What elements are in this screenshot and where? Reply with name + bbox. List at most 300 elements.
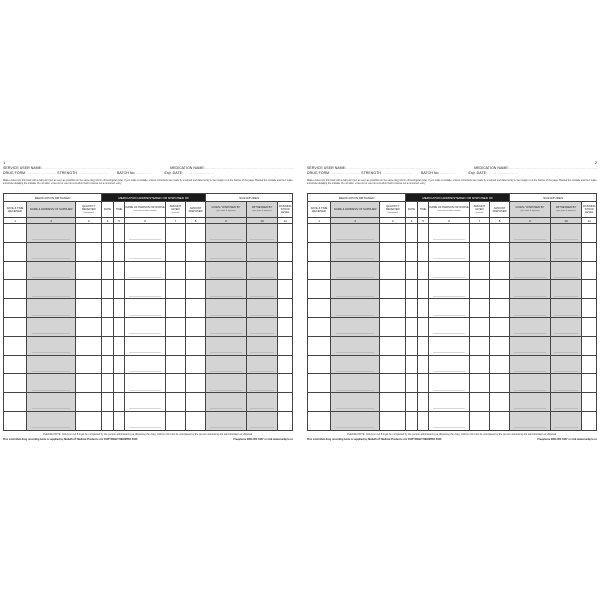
entry-cell[interactable] <box>308 224 331 243</box>
entry-cell[interactable] <box>429 299 469 318</box>
entry-cell[interactable] <box>76 317 102 336</box>
entry-cell[interactable] <box>582 355 597 374</box>
entry-cell[interactable] <box>278 299 293 318</box>
entry-cell[interactable] <box>429 374 469 393</box>
entry-cell[interactable] <box>490 317 510 336</box>
entry-cell[interactable] <box>206 336 246 355</box>
entry-cell[interactable] <box>4 299 27 318</box>
entry-cell[interactable] <box>469 242 489 261</box>
register-table <box>307 193 597 431</box>
entry-cell[interactable] <box>331 224 380 243</box>
entry-cell[interactable] <box>4 317 27 336</box>
column-number-1: 1 <box>308 218 331 224</box>
entry-cell[interactable] <box>4 280 27 299</box>
entry-cell[interactable] <box>406 224 418 243</box>
entry-cell[interactable] <box>406 374 418 393</box>
entry-cell[interactable] <box>246 374 278 393</box>
entry-cell[interactable] <box>406 280 418 299</box>
entry-cell[interactable] <box>331 261 380 280</box>
entry-cell[interactable] <box>102 224 114 243</box>
entry-cell[interactable] <box>27 299 76 318</box>
batch-field[interactable]: .............. <box>134 171 152 176</box>
column-label: NAME OF PERSON OR NURSE <box>125 206 165 209</box>
entry-cell[interactable] <box>76 393 102 412</box>
entry-cell[interactable] <box>490 336 510 355</box>
entry-cell[interactable] <box>278 280 293 299</box>
entry-cell[interactable] <box>308 393 331 412</box>
entry-cell[interactable] <box>550 411 582 430</box>
entry-cell[interactable] <box>331 393 380 412</box>
column-number-9: 9 <box>206 218 246 224</box>
entry-cell[interactable] <box>406 242 418 261</box>
entry-cell[interactable] <box>278 336 293 355</box>
entry-cell[interactable] <box>4 355 27 374</box>
entry-cell[interactable] <box>206 261 246 280</box>
entry-cell[interactable] <box>550 374 582 393</box>
entry-cell[interactable] <box>429 224 469 243</box>
entry-cell[interactable] <box>429 317 469 336</box>
column-label: DATE & TIME RECEIVED <box>6 206 24 213</box>
group-signatures: SIGNATURES <box>206 194 293 202</box>
entry-cell[interactable] <box>76 280 102 299</box>
entry-cell[interactable] <box>76 224 102 243</box>
entry-cell[interactable] <box>102 299 114 318</box>
entry-cell[interactable] <box>308 261 331 280</box>
entry-cell[interactable] <box>510 261 550 280</box>
entry-cell[interactable] <box>102 336 114 355</box>
entry-cell[interactable] <box>27 261 76 280</box>
entry-cell[interactable] <box>331 299 380 318</box>
entry-cell[interactable] <box>550 224 582 243</box>
entry-cell[interactable] <box>406 336 418 355</box>
entry-cell[interactable] <box>125 224 165 243</box>
column-number-7: 7 <box>469 218 489 224</box>
header-fields <box>3 166 293 176</box>
entry-cell[interactable] <box>582 317 597 336</box>
entry-cell[interactable] <box>308 280 331 299</box>
entry-cell[interactable] <box>429 355 469 374</box>
footer-note: PLEASE NOTE: Columns 4 & 8 must be completed by the person administering or disposing the drug. Column 10 must be completed by the person witnessing the administration or disposal. <box>347 433 557 436</box>
entry-cell[interactable] <box>76 299 102 318</box>
entry-cell[interactable] <box>582 224 597 243</box>
drug-form-field[interactable]: .......................... <box>329 171 361 176</box>
entry-cell[interactable] <box>380 393 406 412</box>
medication-name-field[interactable]: ........................................................................... <box>204 166 295 170</box>
entry-cell[interactable] <box>246 355 278 374</box>
entry-cell[interactable] <box>165 411 185 430</box>
entry-cell[interactable] <box>510 411 550 430</box>
exp-date-field[interactable]: .......................... <box>486 171 519 176</box>
entry-cell[interactable] <box>582 411 597 430</box>
entry-cell[interactable] <box>102 393 114 412</box>
entry-cell[interactable] <box>113 336 125 355</box>
entry-cell[interactable] <box>27 336 76 355</box>
entry-cell[interactable] <box>165 224 185 243</box>
entry-cell[interactable] <box>510 336 550 355</box>
entry-cell[interactable] <box>27 242 76 261</box>
entry-cell[interactable] <box>380 355 406 374</box>
entry-cell[interactable] <box>102 317 114 336</box>
entry-cell[interactable] <box>113 355 125 374</box>
strength-label: STRENGTH <box>57 171 77 176</box>
entry-cell[interactable] <box>469 280 489 299</box>
drug-form-field[interactable]: .......................... <box>25 171 57 176</box>
entry-cell[interactable] <box>308 355 331 374</box>
entry-cell[interactable] <box>4 242 27 261</box>
entry-cell[interactable] <box>429 261 469 280</box>
entry-cell[interactable] <box>27 374 76 393</box>
column-note: (print name & signature) <box>556 210 576 212</box>
entry-cell[interactable] <box>125 355 165 374</box>
table-row <box>308 224 597 243</box>
entry-cell[interactable] <box>331 411 380 430</box>
entry-cell[interactable] <box>308 336 331 355</box>
entry-cell[interactable] <box>510 280 550 299</box>
entry-cell[interactable] <box>165 374 185 393</box>
entry-cell[interactable] <box>380 317 406 336</box>
entry-cell[interactable] <box>469 374 489 393</box>
entry-cell[interactable] <box>165 355 185 374</box>
column-header-6 <box>125 202 165 218</box>
entry-cell[interactable] <box>125 336 165 355</box>
entry-cell[interactable] <box>186 393 206 412</box>
exp-date-label: Exp. DATE: <box>468 171 487 176</box>
drug-form-label: DRUG FORM <box>307 171 330 176</box>
column-number-3: 3 <box>380 218 406 224</box>
entry-cell[interactable] <box>417 224 429 243</box>
entry-cell[interactable] <box>406 317 418 336</box>
entry-cell[interactable] <box>125 261 165 280</box>
entry-cell[interactable] <box>469 336 489 355</box>
entry-cell[interactable] <box>186 374 206 393</box>
entry-cell[interactable] <box>429 242 469 261</box>
entry-cell[interactable] <box>406 411 418 430</box>
entry-cell[interactable] <box>113 261 125 280</box>
entry-cell[interactable] <box>380 336 406 355</box>
entry-cell[interactable] <box>4 374 27 393</box>
column-header-5 <box>113 202 125 218</box>
entry-cell[interactable] <box>510 242 550 261</box>
entry-cell[interactable] <box>125 411 165 430</box>
entry-cell[interactable] <box>206 242 246 261</box>
entry-cell[interactable] <box>278 242 293 261</box>
entry-cell[interactable] <box>550 280 582 299</box>
column-number-6: 6 <box>125 218 165 224</box>
entry-cell[interactable] <box>186 261 206 280</box>
entry-cell[interactable] <box>165 299 185 318</box>
service-user-field[interactable]: ........................................................................... <box>42 166 132 170</box>
table-row <box>308 242 597 261</box>
entry-cell[interactable] <box>406 393 418 412</box>
entry-cell[interactable] <box>113 242 125 261</box>
column-header-3 <box>76 202 102 218</box>
entry-cell[interactable] <box>550 317 582 336</box>
entry-cell[interactable] <box>380 242 406 261</box>
entry-cell[interactable] <box>406 299 418 318</box>
entry-cell[interactable] <box>417 317 429 336</box>
entry-cell[interactable] <box>246 317 278 336</box>
entry-cell[interactable] <box>469 393 489 412</box>
entry-cell[interactable] <box>510 393 550 412</box>
entry-cell[interactable] <box>469 411 489 430</box>
column-header-7 <box>165 202 185 218</box>
entry-cell[interactable] <box>429 393 469 412</box>
entry-cell[interactable] <box>246 280 278 299</box>
entry-cell[interactable] <box>76 355 102 374</box>
entry-cell[interactable] <box>331 317 380 336</box>
entry-cell[interactable] <box>102 411 114 430</box>
entry-cell[interactable] <box>165 393 185 412</box>
entry-cell[interactable] <box>490 261 510 280</box>
column-label: DATE <box>408 208 415 211</box>
strength-field[interactable]: .......................... <box>380 171 413 176</box>
entry-cell[interactable] <box>308 411 331 430</box>
entry-cell[interactable] <box>429 336 469 355</box>
entry-cell[interactable] <box>550 355 582 374</box>
entry-cell[interactable] <box>582 374 597 393</box>
entry-cell[interactable] <box>582 280 597 299</box>
column-header-3 <box>380 202 406 218</box>
entry-cell[interactable] <box>76 242 102 261</box>
entry-cell[interactable] <box>102 355 114 374</box>
entry-cell[interactable] <box>76 411 102 430</box>
entry-cell[interactable] <box>331 242 380 261</box>
entry-cell[interactable] <box>380 280 406 299</box>
entry-cell[interactable] <box>308 317 331 336</box>
table-row <box>4 280 293 299</box>
entry-cell[interactable] <box>186 355 206 374</box>
entry-cell[interactable] <box>186 336 206 355</box>
right-page <box>307 157 597 443</box>
column-number-11: 11 <box>278 218 293 224</box>
entry-cell[interactable] <box>510 317 550 336</box>
entry-cell[interactable] <box>331 374 380 393</box>
entry-cell[interactable] <box>246 299 278 318</box>
entry-cell[interactable] <box>27 393 76 412</box>
entry-cell[interactable] <box>380 261 406 280</box>
entry-cell[interactable] <box>113 411 125 430</box>
entry-cell[interactable] <box>308 242 331 261</box>
entry-cell[interactable] <box>331 355 380 374</box>
medication-name-field[interactable]: ........................................................................... <box>508 166 599 170</box>
entry-cell[interactable] <box>429 280 469 299</box>
entry-cell[interactable] <box>113 317 125 336</box>
entry-cell[interactable] <box>206 280 246 299</box>
entry-cell[interactable] <box>206 393 246 412</box>
entry-cell[interactable] <box>582 242 597 261</box>
column-header-9 <box>510 202 550 218</box>
entry-cell[interactable] <box>186 411 206 430</box>
entry-cell[interactable] <box>469 261 489 280</box>
entry-cell[interactable] <box>490 224 510 243</box>
entry-cell[interactable] <box>76 261 102 280</box>
entry-cell[interactable] <box>246 393 278 412</box>
column-header-2 <box>27 202 76 218</box>
entry-cell[interactable] <box>582 299 597 318</box>
entry-cell[interactable] <box>550 299 582 318</box>
column-header-1 <box>4 202 27 218</box>
entry-cell[interactable] <box>278 411 293 430</box>
column-header-5 <box>417 202 429 218</box>
batch-field[interactable]: .............. <box>438 171 456 176</box>
column-label: RUNNING STOCK LEVEL <box>582 205 596 214</box>
entry-cell[interactable] <box>113 224 125 243</box>
entry-cell[interactable] <box>380 224 406 243</box>
entry-cell[interactable] <box>469 224 489 243</box>
entry-cell[interactable] <box>125 393 165 412</box>
entry-cell[interactable] <box>125 242 165 261</box>
entry-cell[interactable] <box>125 299 165 318</box>
entry-cell[interactable] <box>490 280 510 299</box>
entry-cell[interactable] <box>165 336 185 355</box>
entry-cell[interactable] <box>331 280 380 299</box>
table-row <box>308 280 597 299</box>
entry-cell[interactable] <box>186 280 206 299</box>
column-label: NAME & ADDRESS OF SUPPLIER <box>333 208 377 211</box>
table-row <box>308 411 597 430</box>
entry-cell[interactable] <box>186 242 206 261</box>
entry-cell[interactable] <box>165 242 185 261</box>
entry-cell[interactable] <box>406 355 418 374</box>
entry-cell[interactable] <box>278 317 293 336</box>
entry-cell[interactable] <box>469 355 489 374</box>
entry-cell[interactable] <box>206 317 246 336</box>
entry-cell[interactable] <box>429 411 469 430</box>
entry-cell[interactable] <box>76 374 102 393</box>
entry-cell[interactable] <box>278 261 293 280</box>
entry-cell[interactable] <box>380 411 406 430</box>
entry-cell[interactable] <box>331 336 380 355</box>
entry-cell[interactable] <box>125 280 165 299</box>
entry-cell[interactable] <box>582 393 597 412</box>
entry-cell[interactable] <box>417 374 429 393</box>
exp-date-field[interactable]: .......................... <box>182 171 215 176</box>
entry-cell[interactable] <box>278 374 293 393</box>
entry-cell[interactable] <box>246 411 278 430</box>
entry-cell[interactable] <box>417 280 429 299</box>
entry-cell[interactable] <box>510 374 550 393</box>
group-signatures: SIGNATURES <box>510 194 597 202</box>
entry-cell[interactable] <box>186 299 206 318</box>
entry-cell[interactable] <box>417 242 429 261</box>
entry-cell[interactable] <box>550 336 582 355</box>
entry-cell[interactable] <box>186 317 206 336</box>
entry-cell[interactable] <box>27 411 76 430</box>
entry-cell[interactable] <box>102 374 114 393</box>
entry-cell[interactable] <box>278 355 293 374</box>
entry-cell[interactable] <box>510 355 550 374</box>
entry-cell[interactable] <box>490 355 510 374</box>
entry-cell[interactable] <box>550 393 582 412</box>
entry-cell[interactable] <box>186 224 206 243</box>
entry-cell[interactable] <box>308 299 331 318</box>
strength-field[interactable]: .......................... <box>76 171 109 176</box>
entry-cell[interactable] <box>102 242 114 261</box>
entry-cell[interactable] <box>246 224 278 243</box>
entry-cell[interactable] <box>113 280 125 299</box>
entry-cell[interactable] <box>308 374 331 393</box>
entry-cell[interactable] <box>246 261 278 280</box>
footer-credits <box>3 438 293 441</box>
entry-cell[interactable] <box>113 374 125 393</box>
entry-cell[interactable] <box>4 393 27 412</box>
entry-cell[interactable] <box>4 411 27 430</box>
column-number-5: 5 <box>417 218 429 224</box>
entry-cell[interactable] <box>125 374 165 393</box>
entry-cell[interactable] <box>550 261 582 280</box>
entry-cell[interactable] <box>550 242 582 261</box>
entry-cell[interactable] <box>469 317 489 336</box>
entry-cell[interactable] <box>206 374 246 393</box>
entry-cell[interactable] <box>246 336 278 355</box>
entry-cell[interactable] <box>102 280 114 299</box>
entry-cell[interactable] <box>102 261 114 280</box>
entry-cell[interactable] <box>27 355 76 374</box>
register-body <box>4 224 293 431</box>
entry-cell[interactable] <box>380 299 406 318</box>
entry-cell[interactable] <box>417 336 429 355</box>
entry-cell[interactable] <box>417 299 429 318</box>
entry-cell[interactable] <box>4 336 27 355</box>
entry-cell[interactable] <box>113 393 125 412</box>
entry-cell[interactable] <box>490 393 510 412</box>
entry-cell[interactable] <box>27 317 76 336</box>
entry-cell[interactable] <box>582 336 597 355</box>
table-row <box>308 393 597 412</box>
entry-cell[interactable] <box>278 393 293 412</box>
entry-cell[interactable] <box>490 242 510 261</box>
entry-cell[interactable] <box>27 280 76 299</box>
column-label: DATE <box>104 208 111 211</box>
entry-cell[interactable] <box>4 261 27 280</box>
entry-cell[interactable] <box>76 336 102 355</box>
entry-cell[interactable] <box>417 411 429 430</box>
column-note: (Not opened) <box>387 211 398 214</box>
entry-cell[interactable] <box>206 411 246 430</box>
entry-cell[interactable] <box>582 261 597 280</box>
entry-cell[interactable] <box>278 224 293 243</box>
entry-cell[interactable] <box>510 299 550 318</box>
service-user-field[interactable]: ........................................................................... <box>346 166 436 170</box>
entry-cell[interactable] <box>417 355 429 374</box>
entry-cell[interactable] <box>406 261 418 280</box>
entry-cell[interactable] <box>469 299 489 318</box>
entry-cell[interactable] <box>490 411 510 430</box>
entry-cell[interactable] <box>165 317 185 336</box>
entry-cell[interactable] <box>27 224 76 243</box>
entry-cell[interactable] <box>510 224 550 243</box>
entry-cell[interactable] <box>4 224 27 243</box>
entry-cell[interactable] <box>246 242 278 261</box>
entry-cell[interactable] <box>417 261 429 280</box>
entry-cell[interactable] <box>206 355 246 374</box>
entry-cell[interactable] <box>165 261 185 280</box>
footer-supplied: This controlled drug recording book is supplied by MedePro® Medical Products Ltd. COPYRIGHT MEDIPRO 2020 <box>3 438 138 441</box>
entry-cell[interactable] <box>113 299 125 318</box>
entry-cell[interactable] <box>417 393 429 412</box>
entry-cell[interactable] <box>206 299 246 318</box>
entry-cell[interactable] <box>125 317 165 336</box>
column-number-9: 9 <box>510 218 550 224</box>
entry-cell[interactable] <box>490 299 510 318</box>
entry-cell[interactable] <box>380 374 406 393</box>
column-note: (print name & signature) <box>520 210 540 212</box>
entry-cell[interactable] <box>165 280 185 299</box>
column-number-5: 5 <box>113 218 125 224</box>
column-number-4: 4 <box>406 218 418 224</box>
entry-cell[interactable] <box>206 224 246 243</box>
entry-cell[interactable] <box>490 374 510 393</box>
